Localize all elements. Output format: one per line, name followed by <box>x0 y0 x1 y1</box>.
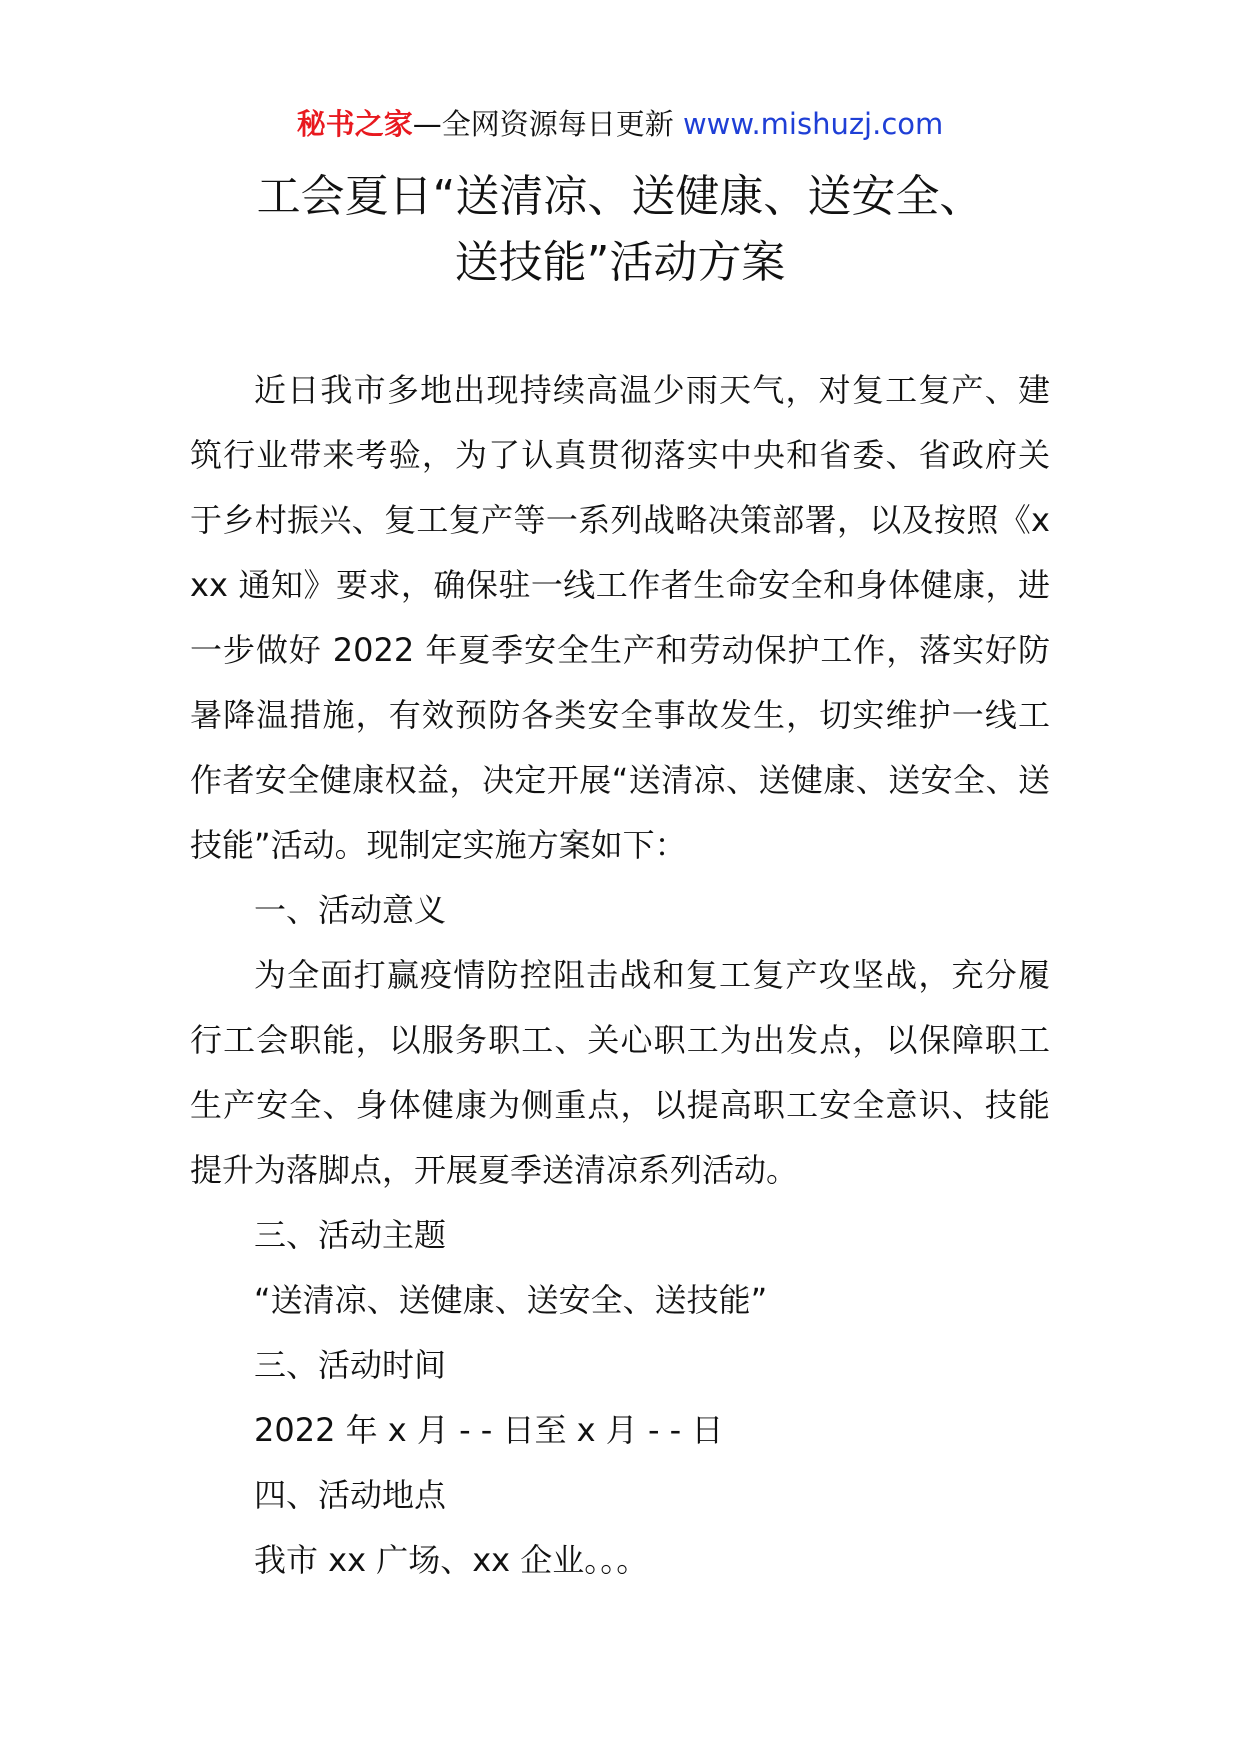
site-tagline: —全网资源每日更新 <box>412 107 674 141</box>
title-line-1: 工会夏日“送清凉、送健康、送安全、 <box>256 171 984 222</box>
section-heading-significance: 一、活动意义 <box>254 891 447 929</box>
site-url[interactable]: www.mishuzj.com <box>682 107 944 141</box>
section-body-significance: 为全面打赢疫情防控阻击战和复工复产攻坚战，充分履行工会职能，以服务职工、关心职工为出发点，以保障职工生产安全、身体健康为侧重点，以提高职工安全意识、技能提升为落脚点，开展夏季送清凉系列活动。 <box>190 956 1050 1189</box>
document-title <box>0 164 1240 296</box>
site-brand: 秘书之家 <box>296 107 413 141</box>
section-body-location: 我市 xx 广场、xx 企业。。。 <box>254 1541 649 1579</box>
intro-paragraph: 近日我市多地出现持续高温少雨天气，对复工复产、建筑行业带来考验，为了认真贯彻落实中央和省委、省政府关于乡村振兴、复工复产等一系列战略决策部署，以及按照《xxx 通知》要求，确保驻一线工作者生命安全和身体健康，进一步做好 2022 年夏季安全生产和劳动保护工作，落实好防暑降温措施，有效预防各类安全事故发生，切实维护一线工作者安全健康权益，决定开展“送清凉、送健康、送安全、送技能”活动。现制定实施方案如下： <box>190 371 1050 864</box>
section-heading-location: 四、活动地点 <box>254 1476 447 1514</box>
section-body-theme: “送清凉、送健康、送安全、送技能” <box>254 1281 768 1319</box>
document-body <box>190 358 1050 1593</box>
title-line-2: 送技能”活动方案 <box>454 237 786 288</box>
section-heading-time: 三、活动时间 <box>254 1346 447 1384</box>
section-body-time: 2022 年 x 月 - - 日至 x 月 - - 日 <box>254 1411 724 1449</box>
section-heading-theme: 三、活动主题 <box>254 1216 447 1254</box>
site-header <box>0 104 1240 144</box>
